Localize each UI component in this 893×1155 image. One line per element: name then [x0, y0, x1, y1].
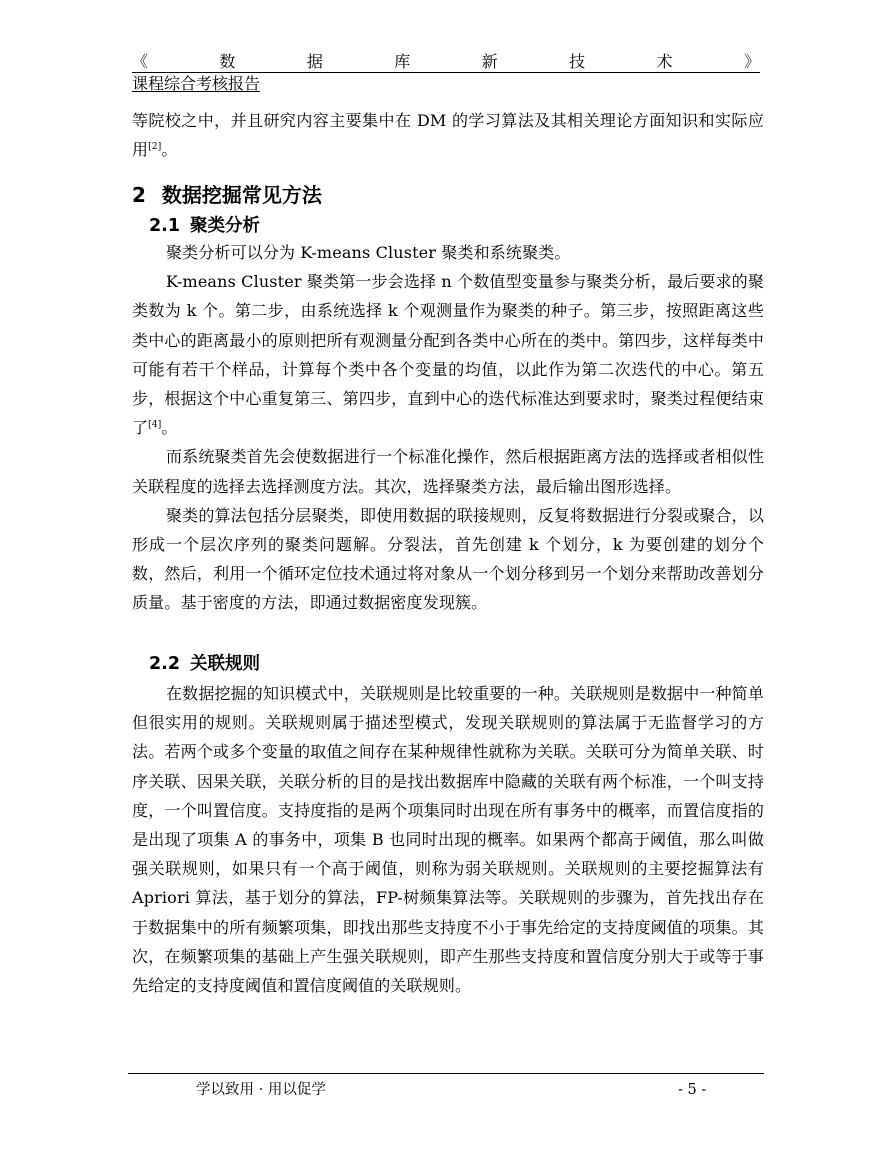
- subsection-number: 2.2: [149, 654, 181, 674]
- header-char: 《: [132, 52, 149, 71]
- section-title: 数据挖掘常见方法: [161, 183, 322, 207]
- intro-text: 等院校之中，并且研究内容主要集中在 DM 的学习算法及其相关理论方面知识和实际应用: [132, 111, 764, 160]
- header-char: 据: [306, 52, 323, 71]
- footer-motto: 学以致用 · 用以促学: [196, 1082, 326, 1098]
- citation: [4]: [148, 420, 162, 431]
- subsection-title: 关联规则: [190, 654, 261, 674]
- paragraph: 而系统聚类首先会使数据进行一个标准化操作，然后根据距离方法的选择或者相似性关联程度的选择去选择测度方法。其次，选择聚类方法，最后输出图形选择。: [132, 447, 764, 496]
- header-char: 技: [569, 52, 586, 71]
- intro-tail: 。: [161, 140, 178, 160]
- paragraph: [132, 267, 764, 442]
- section-2-1-body: [132, 238, 764, 618]
- paragraph: 聚类的算法包括分层聚类，即使用数据的联接规则，反复将数据进行分裂或聚合，以形成一个层次序列的聚类问题解。分裂法，首先创建 k 个划分，k 为要创建的划分个数，然后，利用一个循环定位技术通过将对象从一个划分移到另一个划分来帮助改善划分质量。基于密度的方法，即通过数据密度发现簇。: [132, 505, 764, 613]
- subsection-number: 2.1: [149, 216, 181, 236]
- header-title: [132, 52, 760, 72]
- citation: [2]: [148, 142, 162, 153]
- header-char: 术: [656, 52, 673, 71]
- page-number: - 5 -: [678, 1082, 707, 1098]
- header-subtitle: 课程综合考核报告: [132, 74, 261, 93]
- paragraph-tail: 。: [161, 418, 178, 438]
- paragraph-text: K-means Cluster 聚类第一步会选择 n 个数值型变量参与聚类分析，最后要求的聚类数为 k 个。第二步，由系统选择 k 个观测量作为聚类的种子。第三步，按照距离这些类中心的距离最小的原则把所有观测量分配到各类中心所在的类中。第四步，这样每类中可能有若干个样品，计算每个类中各个变量的均值，以此作为第二次迭代的中心。第五步，根据这个中心重复第三、第四步，直到中心的迭代标准达到要求时，聚类过程便结束了: [132, 272, 764, 438]
- header-char: 库: [394, 52, 411, 71]
- section-heading: [132, 181, 322, 209]
- header-char: 数: [219, 52, 236, 71]
- footer-rule: [128, 1073, 764, 1074]
- section-2-2-body: [132, 679, 764, 1000]
- header-char: 》: [743, 52, 760, 71]
- header-rule: [132, 72, 760, 73]
- section-number: 2: [132, 183, 146, 207]
- subsection-heading: [149, 651, 260, 677]
- paragraph: 聚类分析可以分为 K-means Cluster 聚类和系统聚类。: [166, 243, 571, 262]
- subsection-heading: [149, 213, 260, 239]
- paragraph: 在数据挖掘的知识模式中，关联规则是比较重要的一种。关联规则是数据中一种简单但很实用的规则。关联规则属于描述型模式，发现关联规则的算法属于无监督学习的方法。若两个或多个变量的取值之间存在某种规律性就称为关联。关联可分为简单关联、时序关联、因果关联，关联分析的目的是找出数据库中隐藏的关联有两个标准，一个叫支持度，一个叫置信度。支持度指的是两个项集同时出现在所有事务中的概率，而置信度指的是出现了项集 A 的事务中，项集 B 也同时出现的概率。如果两个都高于阈值，那么叫做强关联规则，如果只有一个高于阈值，则称为弱关联规则。关联规则的主要挖掘算法有 Apriori 算法，基于划分的算法，FP-树频集算法等。关联规则的步骤为，首先找出存在于数据集中的所有频繁项集，即找出那些支持度不小于事先给定的支持度阈值的项集。其次，在频繁项集的基础上产生强关联规则，即产生那些支持度和置信度分别大于或等于事先给定的支持度阈值和置信度阈值的关联规则。: [132, 684, 764, 996]
- subsection-title: 聚类分析: [190, 216, 261, 236]
- header-char: 新: [481, 52, 498, 71]
- intro-paragraph: [132, 106, 764, 164]
